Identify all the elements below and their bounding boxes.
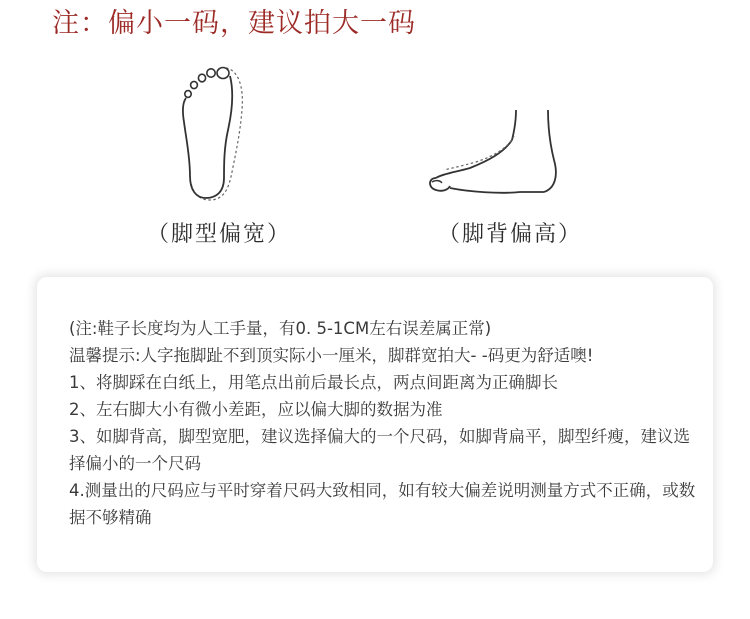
note-item: (注:鞋子长度均为人工手量，有0. 5-1CM左右误差属正常)	[69, 319, 492, 338]
measurement-notes-list	[69, 315, 699, 531]
note-item: 1、将脚踩在白纸上，用笔点出前后最长点，两点间距离为正确脚长	[69, 373, 558, 392]
foot-side-view-icon	[420, 108, 565, 203]
note-item: 2、左右脚大小有微小差距，应以偏大脚的数据为准	[69, 400, 443, 419]
foot-top-view-icon	[168, 60, 258, 205]
foot-type-high-instep-caption: （脚背偏高）	[438, 222, 583, 247]
size-notice-headline: 注：偏小一码，建议拍大一码	[52, 8, 416, 39]
measurement-notes-panel	[37, 277, 713, 572]
note-item: 4.测量出的尺码应与平时穿着尺码大致相同，如有较大偏差说明测量方式不正确，或数据不够精确	[69, 481, 696, 527]
foot-type-wide-caption: （脚型偏宽）	[147, 222, 292, 247]
note-item: 3、如脚背高，脚型宽肥，建议选择偏大的一个尺码，如脚背扁平，脚型纤瘦，建议选择偏小的一个尺码	[69, 427, 690, 473]
note-item: 温馨提示:人字拖脚趾不到顶实际小一厘米，脚群宽拍大- -码更为舒适噢!	[69, 346, 594, 365]
